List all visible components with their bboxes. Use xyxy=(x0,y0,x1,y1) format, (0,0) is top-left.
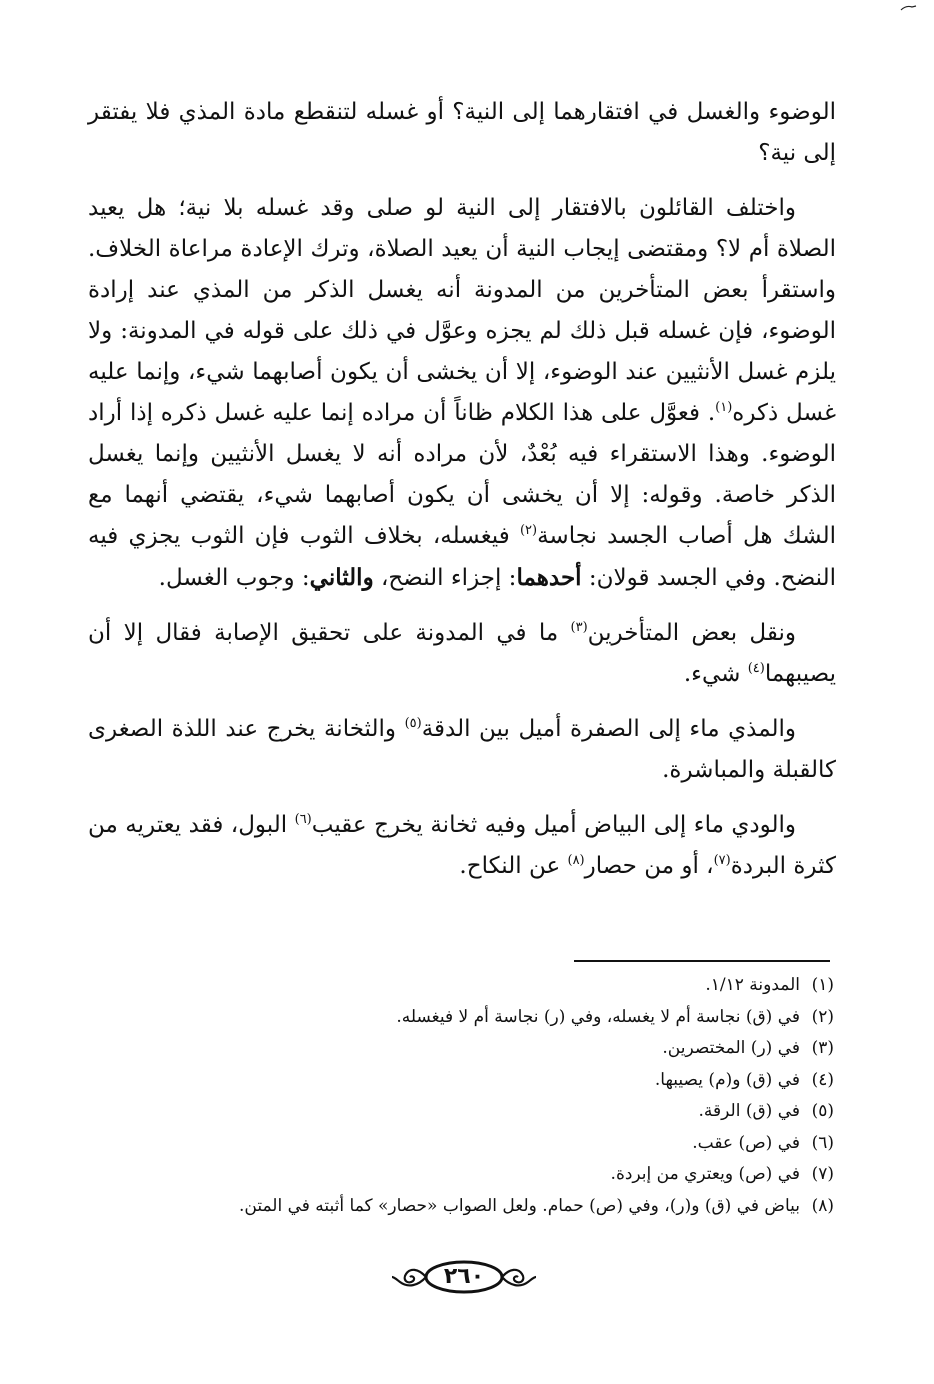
footnote-text: في (ق) نجاسة أم لا يغسله، وفي (ر) نجاسة أم لا فيغسله. xyxy=(396,1006,800,1027)
footnote-number: (١) xyxy=(811,975,834,995)
footnote-separator xyxy=(574,960,830,962)
footnote-number: (٢) xyxy=(811,1006,834,1027)
footnote-item xyxy=(88,1065,834,1097)
footnote-text: في (ص) ويعتري من إبردة. xyxy=(610,1164,800,1184)
footnote-ref: (٨) xyxy=(567,853,585,868)
body-paragraph xyxy=(88,92,836,174)
footnotes-list xyxy=(88,970,834,1222)
footnote-item xyxy=(88,1002,834,1034)
footnote-number: (٧) xyxy=(811,1164,834,1184)
text-segment: الوضوء والغسل في افتقارهما إلى النية؟ أو غسله لتنقطع مادة المذي فلا يفتقر إلى نية؟ xyxy=(88,99,836,166)
footnote-number: (٦) xyxy=(811,1132,834,1153)
footnote-text: بياض في (ق) و(ر)، وفي (ص) حمام. ولعل الصواب «حصار» كما أثبته في المتن. xyxy=(238,1195,800,1216)
text-segment: : وجوب الغسل. xyxy=(158,565,310,591)
footnote-item xyxy=(88,1191,834,1223)
footnote-number: (٣) xyxy=(811,1038,834,1058)
text-segment: واختلف القائلون بالافتقار إلى النية لو صلى وقد غسله بلا نية؛ هل يعيد الصلاة أم لا؟ ومقتضى إيجاب النية أن يعيد الصلاة، وترك الإعادة مراعاة الخلاف. واستقرأ بعض المتأخرين من المدونة أنه يغسل الذكر من المذي عند إرادة الوضوء، فإن غسله قبل ذلك لم يجزه وعوَّل في ذلك على قوله في المدونة: ولا يلزم غسل الأنثيين عند الوضوء، إلا أن يخشى أن يكون أصابهما شيء، وإنما عليه غسل ذكره xyxy=(88,195,836,426)
footnote-number: (٥) xyxy=(811,1101,834,1121)
footnote-ref: (٥) xyxy=(404,716,422,731)
footnote-text: في (ر) المختصرين. xyxy=(662,1038,800,1058)
bold-term: أحدهما xyxy=(516,564,582,591)
text-segment: والودي ماء إلى البياض أميل وفيه ثخانة يخرج عقيب xyxy=(311,812,796,838)
corner-mark xyxy=(900,4,918,12)
text-segment: البول، فقد يعتريه من كثرة البردة xyxy=(88,812,836,879)
footnote-item xyxy=(88,1096,834,1128)
body-paragraph xyxy=(88,805,836,887)
footnote-ref: (١) xyxy=(715,400,733,415)
footnote-number: (٤) xyxy=(811,1069,834,1090)
page-number-ornament xyxy=(388,1258,540,1298)
footnote-text: في (ق) الرقة. xyxy=(698,1101,800,1121)
footnote-text: المدونة ١/١٢. xyxy=(705,975,800,995)
body-paragraph xyxy=(88,613,836,695)
footnote-ref: (٣) xyxy=(570,620,588,635)
body-paragraph xyxy=(88,188,836,599)
bold-term: والثاني xyxy=(309,564,374,591)
text-segment: ، أو من حصار xyxy=(584,853,714,879)
text-segment: والمذي ماء إلى الصفرة أميل بين الدقة xyxy=(421,716,796,742)
footnote-text: في (ق) و(م) يصيبها. xyxy=(654,1069,800,1090)
footnote-item xyxy=(88,1159,834,1191)
footnote-ref: (٤) xyxy=(747,661,765,676)
footnote-text: في (ص) عقب. xyxy=(692,1132,800,1153)
footnote-ref: (٦) xyxy=(294,812,312,827)
text-segment: ونقل بعض المتأخرين xyxy=(587,620,796,646)
text-segment: شيء. xyxy=(683,661,748,687)
footnote-item xyxy=(88,1033,834,1065)
footnote-ref: (٧) xyxy=(713,853,731,868)
text-segment: ما في المدونة على تحقيق الإصابة فقال إلا أن يصيبهما xyxy=(88,620,836,687)
footnote-number: (٨) xyxy=(811,1195,834,1216)
footnote-item xyxy=(88,970,834,1002)
main-text xyxy=(88,92,836,901)
text-segment: والثخانة يخرج عند اللذة الصغرى كالقبلة والمباشرة. xyxy=(88,716,836,783)
text-segment: : إجزاء النضح، xyxy=(373,565,517,591)
text-segment: فيغسله، بخلاف الثوب فإن الثوب يجزي فيه النضح. وفي الجسد قولان: xyxy=(88,523,836,591)
footnote-item xyxy=(88,1128,834,1160)
footnote-ref: (٢) xyxy=(519,523,538,538)
page-number: ٢٦٠ xyxy=(443,1264,485,1289)
text-segment: . فعوَّل على هذا الكلام ظاناً أن مراده إنما عليه غسل ذكره إذا أراد الوضوء. وهذا الاستقراء فيه بُعْدٌ، لأن مراده أنه لا يغسل الأنثيين وإنما يغسل الذكر خاصة. وقوله: إلا أن يخشى أن يكون أصابهما شيء، يقتضي أنهما مع الشك هل أصاب الجسد نجاسة xyxy=(88,400,836,549)
text-segment: عن النكاح. xyxy=(459,853,568,879)
body-paragraph xyxy=(88,709,836,791)
